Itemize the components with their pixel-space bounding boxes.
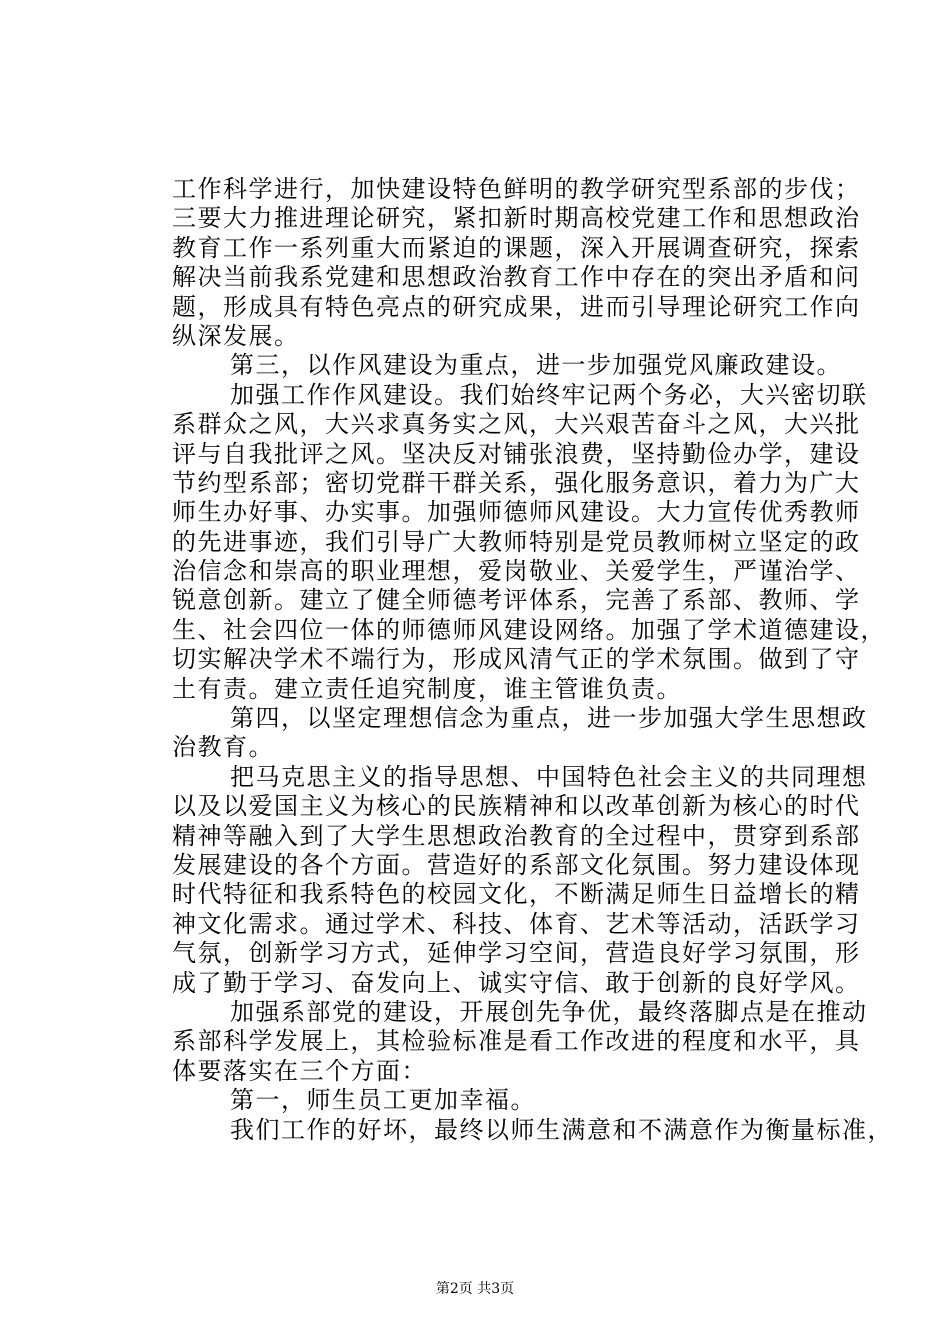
text-line: 土有责。建立责任追究制度，谁主管谁负责。 [172, 674, 682, 703]
text-line: 发展建设的各个方面。营造好的系部文化氛围。努力建设体现 [172, 850, 861, 879]
text-line: 节约型系部；密切党群干群关系，强化服务意识，着力为广大 [172, 468, 861, 497]
text-line: 系群众之风，大兴求真务实之风，大兴艰苦奋斗之风，大兴批 [172, 410, 861, 439]
text-line: 神文化需求。通过学术、科技、体育、艺术等活动，活跃学习 [172, 909, 861, 938]
text-line: 时代特征和我系特色的校园文化，不断满足师生日益增长的精 [172, 880, 861, 909]
text-line: 精神等融入到了大学生思想政治教育的全过程中，贯穿到系部 [172, 821, 861, 850]
text-line: 加强系部党的建设，开展创先争优，最终落脚点是在推动 [179, 997, 868, 1026]
text-line: 第四，以坚定理想信念为重点，进一步加强大学生思想政 [179, 704, 868, 733]
text-line: 题，形成具有特色亮点的研究成果，进而引导理论研究工作向 [172, 292, 861, 321]
text-line: 以及以爱国主义为核心的民族精神和以改革创新为核心的时代 [172, 792, 861, 821]
text-line: 三要大力推进理论研究，紧扣新时期高校党建工作和思想政治 [172, 204, 861, 233]
page-footer [0, 1280, 950, 1298]
text-line: 治信念和崇高的职业理想，爱岗敬业、关爱学生，严谨治学、 [172, 557, 861, 586]
page-number: 第2页 共3页 [435, 1281, 515, 1297]
text-line: 教育工作一系列重大而紧迫的课题，深入开展调查研究，探索 [172, 233, 861, 262]
text-line: 治教育。 [172, 733, 274, 762]
text-line: 系部科学发展上，其检验标准是看工作改进的程度和水平，具 [172, 1027, 861, 1056]
text-line: 把马克思主义的指导思想、中国特色社会主义的共同理想 [179, 762, 868, 791]
text-line: 气氛，创新学习方式，延伸学习空间，营造良好学习氛围，形 [172, 939, 861, 968]
text-line: 成了勤于学习、奋发向上、诚实守信、敢于创新的良好学风。 [172, 968, 861, 997]
text-line: 第三，以作风建设为重点，进一步加强党风廉政建设。 [179, 351, 842, 380]
text-line: 工作科学进行，加快建设特色鲜明的教学研究型系部的步伐； [172, 175, 861, 203]
text-line: 的先进事迹，我们引导广大教师特别是党员教师树立坚定的政 [172, 527, 861, 556]
text-line: 解决当前我系党建和思想政治教育工作中存在的突出矛盾和问 [172, 263, 861, 292]
text-line: 加强工作作风建设。我们始终牢记两个务必，大兴密切联 [179, 380, 868, 409]
text-line: 生、社会四位一体的师德师风建设网络。加强了学术道德建设， [172, 615, 886, 644]
text-line: 切实解决学术不端行为，形成风清气正的学术氛围。做到了守 [172, 645, 861, 674]
text-line: 锐意创新。建立了健全师德考评体系，完善了系部、教师、学 [172, 586, 861, 615]
text-line: 评与自我批评之风。坚决反对铺张浪费，坚持勤俭办学，建设 [172, 439, 861, 468]
text-line: 体要落实在三个方面： [172, 1056, 427, 1085]
text-line: 第一，师生员工更加幸福。 [179, 1086, 536, 1115]
text-line: 我们工作的好坏，最终以师生满意和不满意作为衡量标准， [179, 1115, 893, 1144]
text-line: 纵深发展。 [172, 321, 300, 350]
text-line: 师生办好事、办实事。加强师德师风建设。大力宣传优秀教师 [172, 498, 861, 527]
document-body [172, 175, 893, 1145]
